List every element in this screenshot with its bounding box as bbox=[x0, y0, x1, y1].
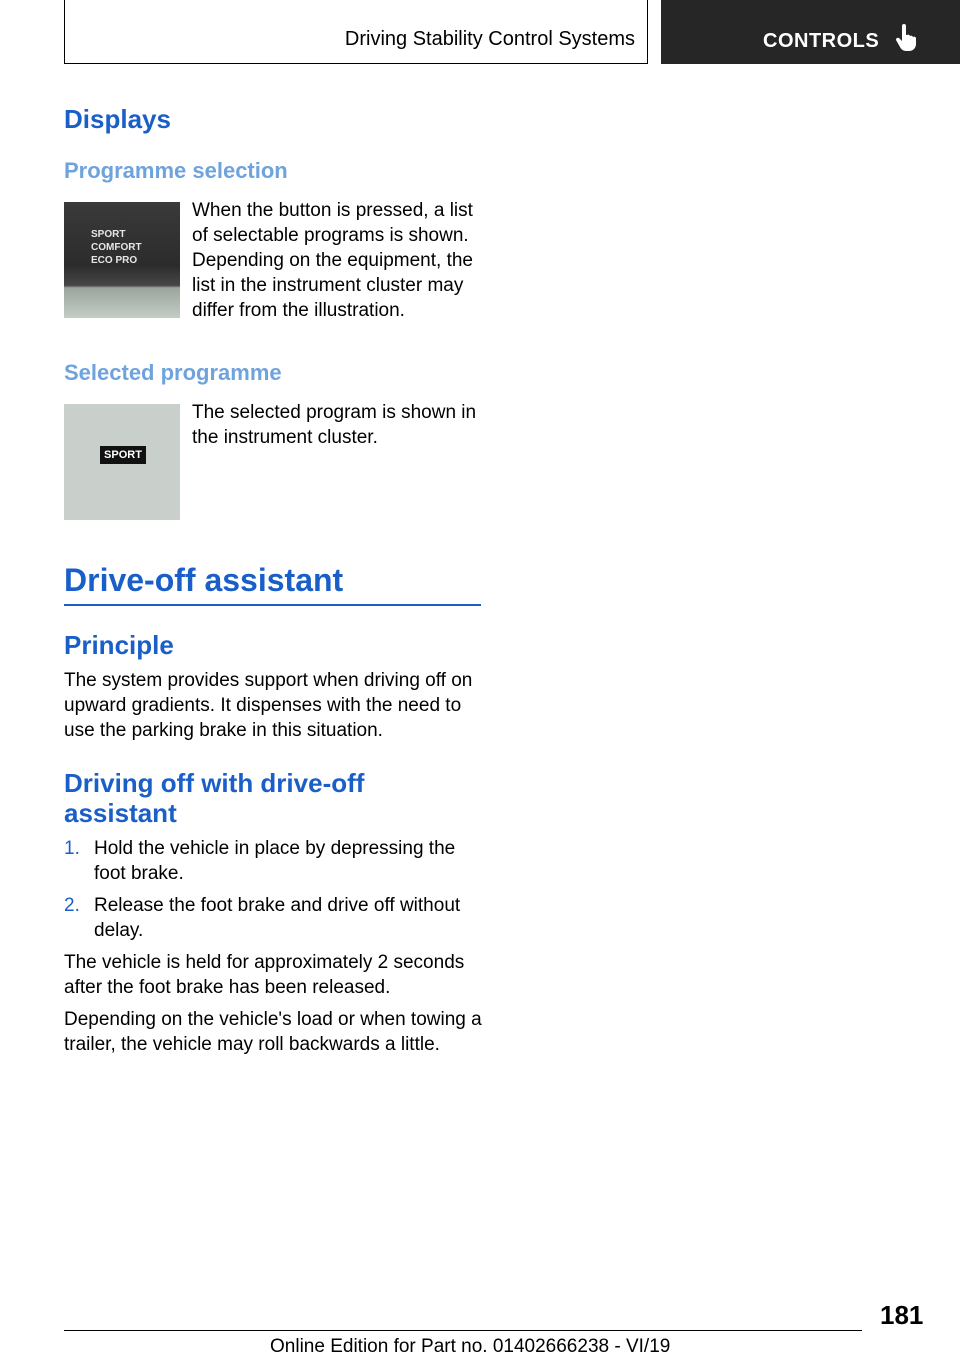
principle-text: The system provides support when driving off on upward gradients. It dispenses with the need to use the parking brake in this situation. bbox=[64, 670, 473, 741]
selected-programme-image bbox=[64, 404, 180, 520]
step-number: 1. bbox=[64, 838, 80, 859]
programme-selection-text: When the button is pressed, a list of selectable programs is shown. Depending on the equipment, the list in the instrument cluster may differ from the illustration. bbox=[192, 200, 473, 321]
footer-rule bbox=[64, 1330, 862, 1331]
step-number: 2. bbox=[64, 895, 80, 916]
step-text: Hold the vehicle in place by depressing the foot brake. bbox=[94, 838, 456, 884]
edition-text: Online Edition for Part no. 01402666238 - VI/19 bbox=[270, 1336, 671, 1357]
driving-off-heading: Driving off with drive-off assistant bbox=[64, 768, 365, 828]
list-item bbox=[64, 893, 484, 943]
drive-off-heading: Drive-off assistant bbox=[64, 562, 344, 598]
selected-programme-heading: Selected programme bbox=[64, 360, 282, 385]
programme-list-item: ECO PRO bbox=[91, 255, 138, 266]
selected-programme-text: The selected program is shown in the instrument cluster. bbox=[192, 402, 477, 448]
hold-note: The vehicle is held for approximately 2 seconds after the foot brake has been released. bbox=[64, 952, 465, 998]
step-text: Release the foot brake and drive off without delay. bbox=[94, 895, 461, 941]
programme-list-image bbox=[64, 202, 180, 318]
header-section-title: Driving Stability Control Systems bbox=[344, 28, 635, 50]
principle-heading: Principle bbox=[64, 630, 174, 660]
heading-rule bbox=[64, 604, 481, 606]
steps-list bbox=[64, 836, 484, 950]
displays-heading: Displays bbox=[64, 104, 171, 134]
header-section-box bbox=[64, 0, 648, 64]
pointing-hand-icon bbox=[895, 24, 917, 57]
header-chapter-tab bbox=[661, 0, 960, 64]
page-number: 181 bbox=[880, 1300, 924, 1330]
programme-list-item: COMFORT bbox=[91, 242, 142, 253]
rollback-note: Depending on the vehicle's load or when towing a trailer, the vehicle may roll backwards a little. bbox=[64, 1009, 482, 1055]
chapter-label: CONTROLS bbox=[763, 30, 880, 52]
sport-badge: SPORT bbox=[100, 446, 146, 464]
programme-list-item: SPORT bbox=[91, 229, 126, 240]
list-item bbox=[64, 836, 484, 886]
programme-selection-heading: Programme selection bbox=[64, 158, 288, 183]
